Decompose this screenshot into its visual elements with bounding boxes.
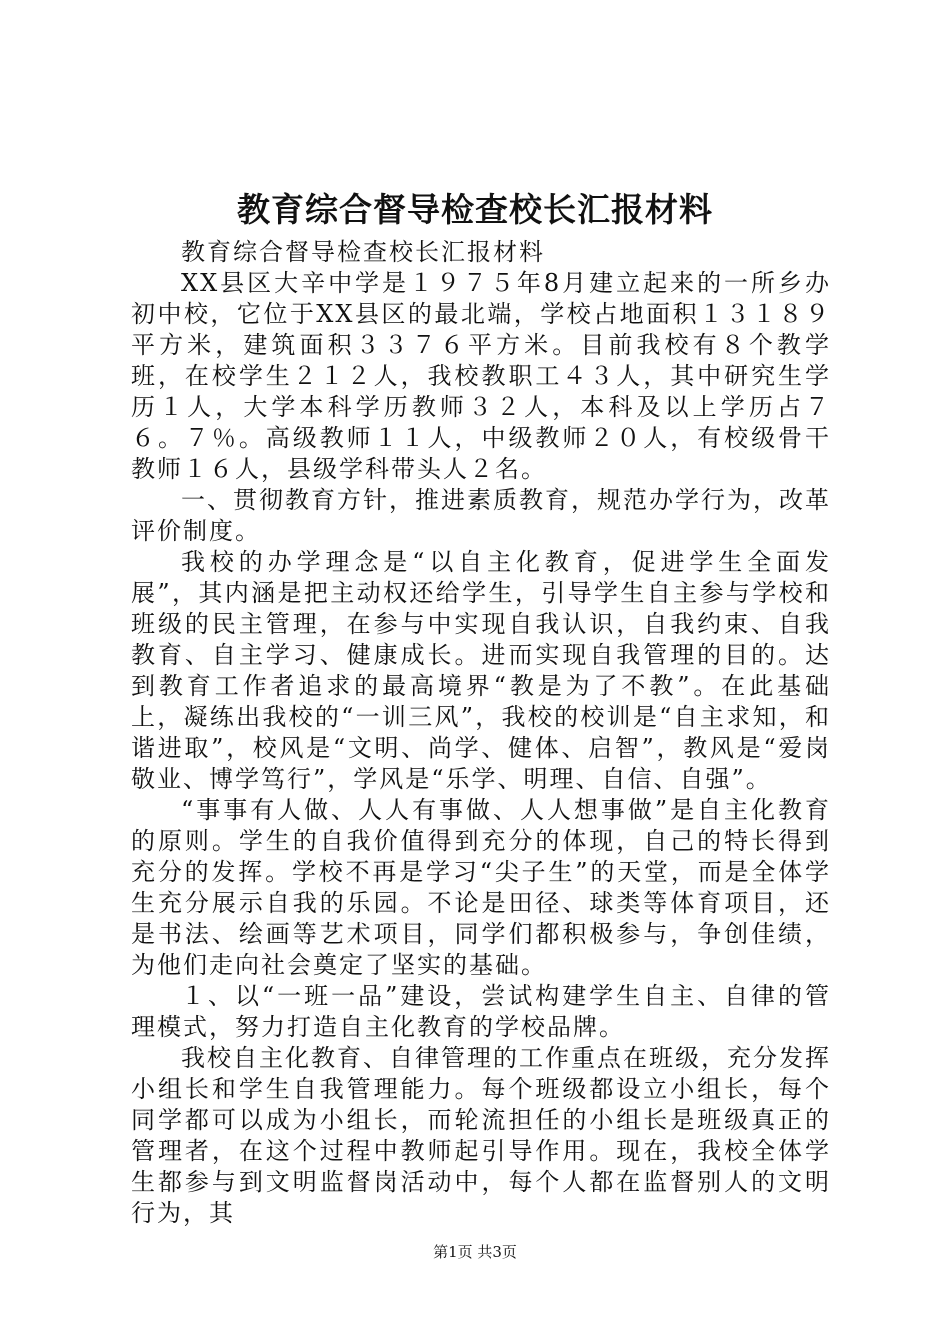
paragraph-section-heading: 一、贯彻教育方针，推进素质教育，规范办学行为，改革评价制度。 <box>131 486 831 545</box>
paragraph-school-intro: XX县区大辛中学是１９７５年8月建立起来的一所乡办初中校，它位于XX县区的最北端，学校占地面积１３１８９平方米，建筑面积３３７６平方米。目前我校有８个教学班，在校学生２１２人，我校教职工４３人，其中研究生学历１人，大学本科学历教师３２人，本科及以上学历占７６。７％。高级教师１１人，中级教师２０人，有校级骨干教师１６人，县级学科带头人２名。 <box>131 269 831 483</box>
paragraph-class-management: 我校自主化教育、自律管理的工作重点在班级，充分发挥小组长和学生自我管理能力。每个班级都设立小组长，每个同学都可以成为小组长，而轮流担任的小组长是班级真正的管理者，在这个过程中教师起引导作用。现在，我校全体学生都参与到文明监督岗活动中，每个人都在监督别人的文明行为，其 <box>131 1044 831 1227</box>
document-body <box>131 237 831 1229</box>
paragraph-philosophy: 我校的办学理念是“以自主化教育，促进学生全面发展”，其内涵是把主动权还给学生，引导学生自主参与学校和班级的民主管理，在参与中实现自我认识，自我约束、自我教育、自主学习、健康成长。进而实现自我管理的目的。达到教育工作者追求的最高境界“教是为了不教”。在此基础上，凝练出我校的“一训三风”，我校的校训是“自主求知，和谐进取”，校风是“文明、尚学、健体、启智”，教风是“爱岗敬业、博学笃行”，学风是“乐学、明理、自信、自强”。 <box>131 548 831 793</box>
page-number-footer: 第1页 共3页 <box>433 1243 517 1261</box>
paragraph-principle: “事事有人做、人人有事做、人人想事做”是自主化教育的原则。学生的自我价值得到充分的体现，自己的特长得到充分的发挥。学校不再是学习“尖子生”的天堂，而是全体学生充分展示自我的乐园。不论是田径、球类等体育项目，还是书法、绘画等艺术项目，同学们都积极参与，争创佳绩，为他们走向社会奠定了坚实的基础。 <box>131 796 831 979</box>
paragraph-subtitle: 教育综合督导检查校长汇报材料 <box>181 238 545 266</box>
document-title: 教育综合督导检查校长汇报材料 <box>237 190 713 229</box>
paragraph-subsection-heading: １、以“一班一品”建设，尝试构建学生自主、自律的管理模式，努力打造自主化教育的学校品牌。 <box>131 982 831 1041</box>
